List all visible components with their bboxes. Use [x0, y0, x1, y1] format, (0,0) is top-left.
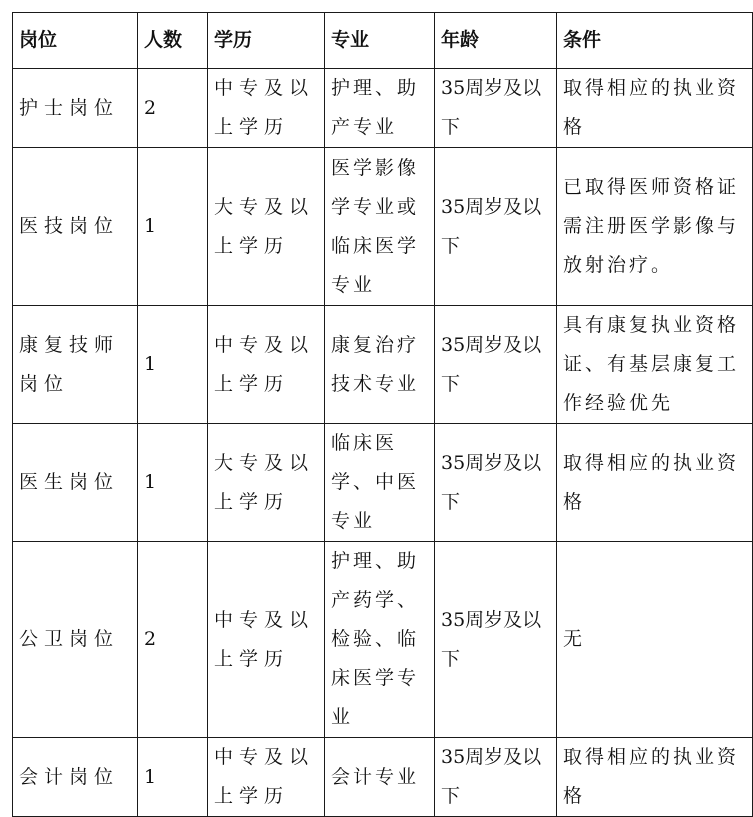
cell-condition: 取得相应的执业资格	[557, 69, 753, 148]
header-major: 专业	[325, 13, 435, 69]
cell-count: 1	[138, 148, 208, 306]
cell-condition: 无	[557, 542, 753, 738]
cell-education: 中专及以上学历	[208, 69, 325, 148]
cell-major: 康复治疗技术专业	[325, 306, 435, 424]
header-education: 学历	[208, 13, 325, 69]
table-row	[13, 424, 753, 542]
cell-count: 2	[138, 542, 208, 738]
table-row	[13, 69, 753, 148]
cell-age: 35周岁及以下	[435, 306, 557, 424]
cell-education: 中专及以上学历	[208, 738, 325, 817]
cell-major: 会计专业	[325, 738, 435, 817]
cell-condition: 取得相应的执业资格	[557, 424, 753, 542]
cell-condition: 具有康复执业资格证、有基层康复工作经验优先	[557, 306, 753, 424]
table-row	[13, 148, 753, 306]
cell-age: 35周岁及以下	[435, 148, 557, 306]
cell-position: 康复技师岗位	[13, 306, 138, 424]
cell-condition: 取得相应的执业资格	[557, 738, 753, 817]
table-row	[13, 738, 753, 817]
cell-count: 1	[138, 424, 208, 542]
cell-major: 护理、助产专业	[325, 69, 435, 148]
header-age: 年龄	[435, 13, 557, 69]
cell-position: 医生岗位	[13, 424, 138, 542]
cell-education: 大专及以上学历	[208, 148, 325, 306]
cell-major: 医学影像学专业或临床医学专业	[325, 148, 435, 306]
header-condition: 条件	[557, 13, 753, 69]
cell-position: 公卫岗位	[13, 542, 138, 738]
cell-major: 护理、助产药学、检验、临床医学专业	[325, 542, 435, 738]
table-row	[13, 542, 753, 738]
cell-position: 护士岗位	[13, 69, 138, 148]
cell-count: 1	[138, 738, 208, 817]
cell-education: 大专及以上学历	[208, 424, 325, 542]
cell-education: 中专及以上学历	[208, 306, 325, 424]
cell-count: 1	[138, 306, 208, 424]
cell-major: 临床医学、中医专业	[325, 424, 435, 542]
table-header-row	[13, 13, 753, 69]
cell-position: 会计岗位	[13, 738, 138, 817]
recruitment-table	[12, 12, 753, 817]
cell-age: 35周岁及以下	[435, 738, 557, 817]
cell-age: 35周岁及以下	[435, 424, 557, 542]
cell-age: 35周岁及以下	[435, 542, 557, 738]
header-count: 人数	[138, 13, 208, 69]
cell-position: 医技岗位	[13, 148, 138, 306]
cell-education: 中专及以上学历	[208, 542, 325, 738]
cell-age: 35周岁及以下	[435, 69, 557, 148]
header-position: 岗位	[13, 13, 138, 69]
cell-condition: 已取得医师资格证需注册医学影像与放射治疗。	[557, 148, 753, 306]
table-row	[13, 306, 753, 424]
cell-count: 2	[138, 69, 208, 148]
